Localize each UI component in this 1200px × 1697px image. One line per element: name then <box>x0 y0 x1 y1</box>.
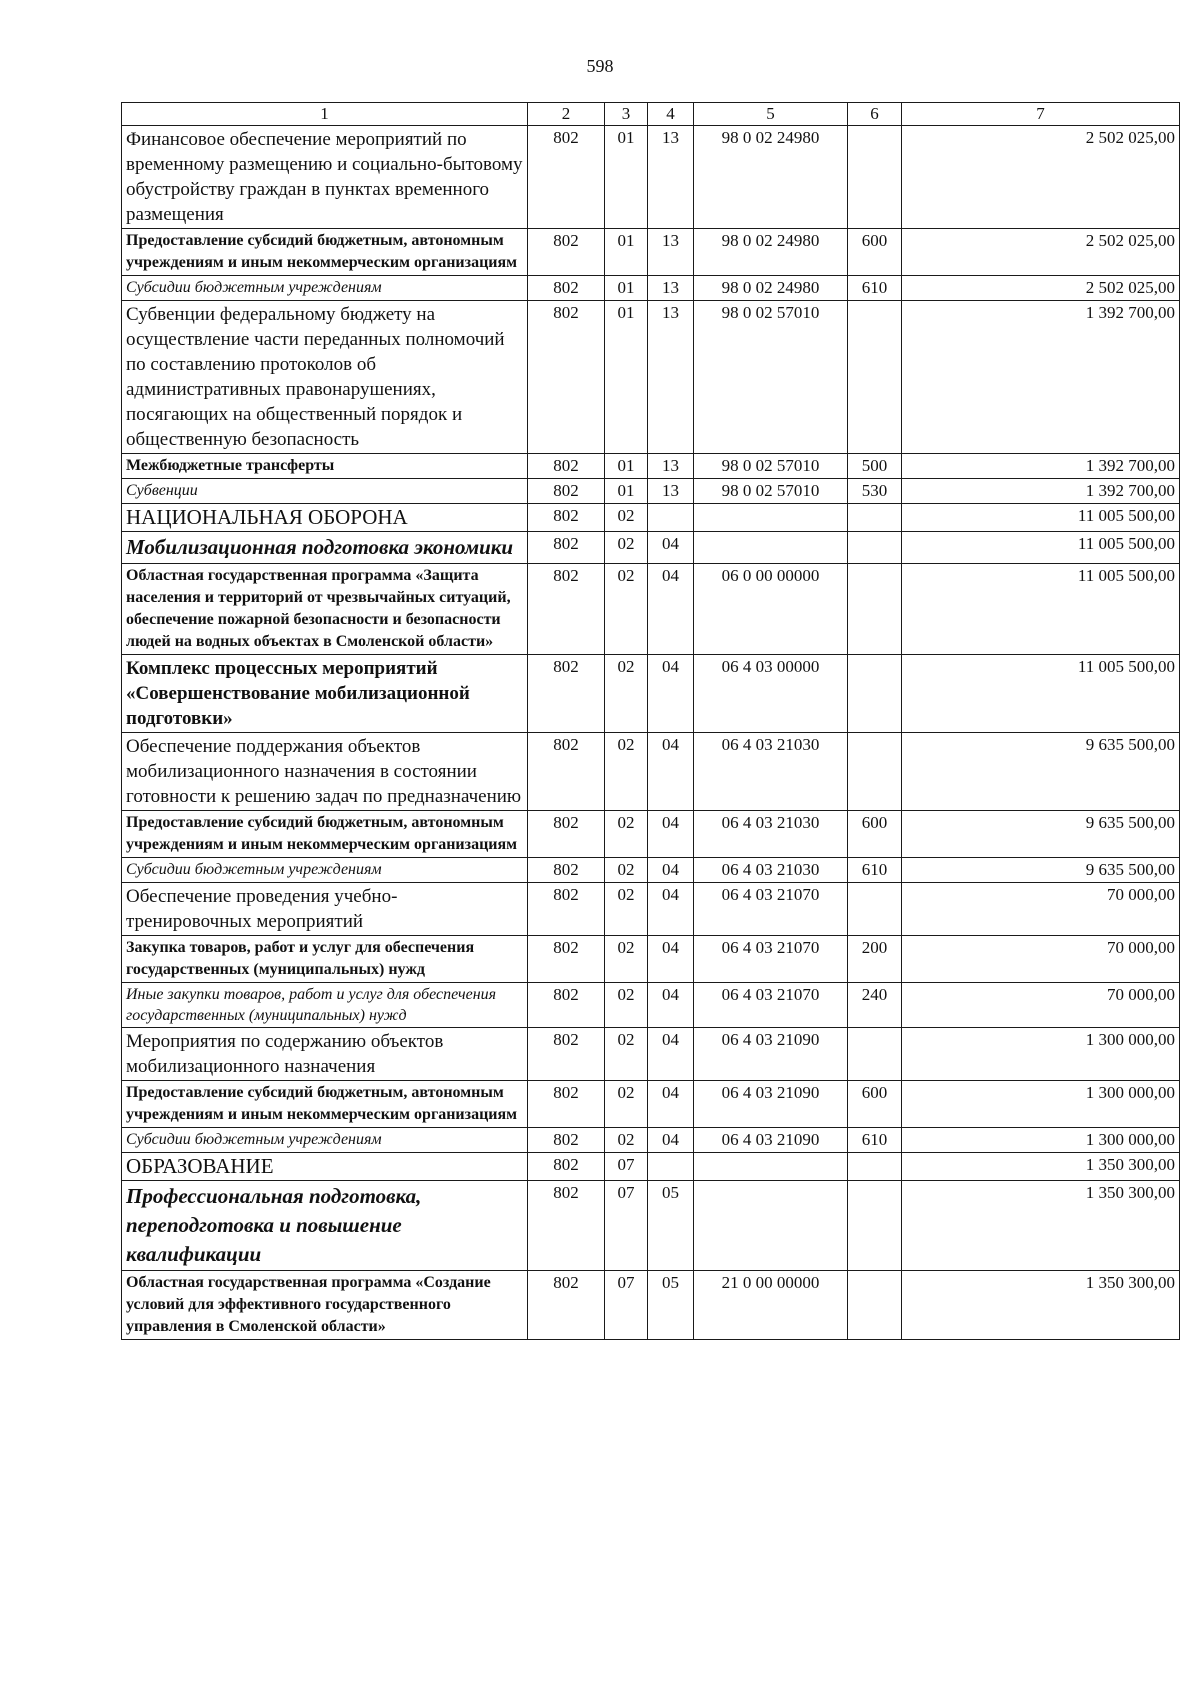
row-section-cell: 02 <box>605 504 648 532</box>
table-row <box>122 532 1180 564</box>
row-section-cell: 01 <box>605 301 648 454</box>
row-section-cell: 02 <box>605 733 648 811</box>
row-code-cell: 802 <box>528 983 605 1028</box>
row-target-article-cell: 06 4 03 00000 <box>694 655 848 733</box>
row-target-article-cell <box>694 1181 848 1271</box>
table-row <box>122 1271 1180 1340</box>
row-expense-type-cell: 500 <box>848 454 902 479</box>
row-code-cell: 802 <box>528 733 605 811</box>
row-subsection-cell <box>648 504 694 532</box>
row-expense-type-cell <box>848 1153 902 1181</box>
table-row <box>122 858 1180 883</box>
row-name-cell: Областная государственная программа «Защита населения и территорий от чрезвычайных ситуаций, обеспечение пожарной безопасности и безопасности людей на водных объектах в Смоленской области» <box>122 564 528 655</box>
row-amount-cell: 1 300 000,00 <box>902 1028 1180 1081</box>
row-name-cell: Субсидии бюджетным учреждениям <box>122 276 528 301</box>
row-subsection-cell: 13 <box>648 454 694 479</box>
row-expense-type-cell <box>848 564 902 655</box>
table-row <box>122 1081 1180 1128</box>
row-target-article-cell: 98 0 02 24980 <box>694 126 848 229</box>
row-expense-type-cell: 610 <box>848 858 902 883</box>
row-code-cell: 802 <box>528 936 605 983</box>
row-amount-cell: 1 300 000,00 <box>902 1128 1180 1153</box>
row-section-cell: 02 <box>605 858 648 883</box>
row-amount-cell: 1 350 300,00 <box>902 1181 1180 1271</box>
row-subsection-cell: 04 <box>648 1081 694 1128</box>
row-expense-type-cell: 600 <box>848 1081 902 1128</box>
row-target-article-cell: 06 0 00 00000 <box>694 564 848 655</box>
row-name-cell: Предоставление субсидий бюджетным, автономным учреждениям и иным некоммерческим организациям <box>122 229 528 276</box>
table-row <box>122 229 1180 276</box>
row-target-article-cell: 06 4 03 21030 <box>694 811 848 858</box>
row-subsection-cell: 13 <box>648 479 694 504</box>
row-section-cell: 07 <box>605 1181 648 1271</box>
row-name-cell: Комплекс процессных мероприятий «Совершенствование мобилизационной подготовки» <box>122 655 528 733</box>
row-code-cell: 802 <box>528 1153 605 1181</box>
row-amount-cell: 2 502 025,00 <box>902 229 1180 276</box>
row-amount-cell: 11 005 500,00 <box>902 504 1180 532</box>
table-header-row <box>122 103 1180 126</box>
row-subsection-cell: 04 <box>648 983 694 1028</box>
row-expense-type-cell <box>848 1271 902 1340</box>
table-row <box>122 883 1180 936</box>
column-header-2: 2 <box>528 103 605 126</box>
row-section-cell: 02 <box>605 655 648 733</box>
row-subsection-cell: 04 <box>648 811 694 858</box>
row-expense-type-cell: 600 <box>848 229 902 276</box>
row-amount-cell: 70 000,00 <box>902 983 1180 1028</box>
row-expense-type-cell <box>848 504 902 532</box>
row-target-article-cell: 98 0 02 57010 <box>694 301 848 454</box>
table-row <box>122 811 1180 858</box>
row-section-cell: 01 <box>605 276 648 301</box>
table-row <box>122 301 1180 454</box>
row-subsection-cell: 04 <box>648 883 694 936</box>
row-amount-cell: 2 502 025,00 <box>902 276 1180 301</box>
row-target-article-cell: 06 4 03 21030 <box>694 858 848 883</box>
table-row <box>122 1028 1180 1081</box>
row-subsection-cell: 04 <box>648 532 694 564</box>
row-amount-cell: 1 392 700,00 <box>902 301 1180 454</box>
row-section-cell: 02 <box>605 564 648 655</box>
row-target-article-cell: 06 4 03 21030 <box>694 733 848 811</box>
row-name-cell: Мобилизационная подготовка экономики <box>122 532 528 564</box>
table-row <box>122 479 1180 504</box>
row-expense-type-cell <box>848 1181 902 1271</box>
table-row <box>122 733 1180 811</box>
row-target-article-cell: 06 4 03 21070 <box>694 936 848 983</box>
row-subsection-cell: 04 <box>648 1028 694 1081</box>
table-body <box>122 103 1180 1340</box>
row-name-cell: НАЦИОНАЛЬНАЯ ОБОРОНА <box>122 504 528 532</box>
row-expense-type-cell <box>848 532 902 564</box>
row-target-article-cell <box>694 504 848 532</box>
row-subsection-cell: 04 <box>648 733 694 811</box>
row-section-cell: 02 <box>605 883 648 936</box>
row-code-cell: 802 <box>528 229 605 276</box>
row-amount-cell: 1 392 700,00 <box>902 454 1180 479</box>
table-row <box>122 1181 1180 1271</box>
row-target-article-cell: 06 4 03 21090 <box>694 1128 848 1153</box>
row-amount-cell: 11 005 500,00 <box>902 655 1180 733</box>
row-target-article-cell: 21 0 00 00000 <box>694 1271 848 1340</box>
row-expense-type-cell <box>848 1028 902 1081</box>
row-subsection-cell: 05 <box>648 1271 694 1340</box>
row-target-article-cell: 06 4 03 21090 <box>694 1028 848 1081</box>
row-section-cell: 02 <box>605 532 648 564</box>
row-name-cell: Субсидии бюджетным учреждениям <box>122 858 528 883</box>
row-expense-type-cell <box>848 126 902 229</box>
row-subsection-cell: 04 <box>648 936 694 983</box>
table-row <box>122 454 1180 479</box>
row-amount-cell: 70 000,00 <box>902 936 1180 983</box>
row-code-cell: 802 <box>528 479 605 504</box>
row-subsection-cell: 13 <box>648 126 694 229</box>
row-code-cell: 802 <box>528 454 605 479</box>
row-code-cell: 802 <box>528 811 605 858</box>
row-amount-cell: 1 392 700,00 <box>902 479 1180 504</box>
row-amount-cell: 9 635 500,00 <box>902 811 1180 858</box>
row-code-cell: 802 <box>528 564 605 655</box>
row-expense-type-cell: 200 <box>848 936 902 983</box>
table-row <box>122 126 1180 229</box>
row-code-cell: 802 <box>528 1128 605 1153</box>
column-header-4: 4 <box>648 103 694 126</box>
row-name-cell: Субвенции <box>122 479 528 504</box>
table-row <box>122 564 1180 655</box>
row-expense-type-cell <box>848 301 902 454</box>
row-name-cell: Профессиональная подготовка, переподготовка и повышение квалификации <box>122 1181 528 1271</box>
row-subsection-cell: 04 <box>648 858 694 883</box>
row-target-article-cell: 06 4 03 21070 <box>694 883 848 936</box>
row-name-cell: Областная государственная программа «Создание условий для эффективного государственного управления в Смоленской области» <box>122 1271 528 1340</box>
row-name-cell: Обеспечение проведения учебно-тренировочных мероприятий <box>122 883 528 936</box>
row-code-cell: 802 <box>528 858 605 883</box>
row-expense-type-cell <box>848 883 902 936</box>
row-subsection-cell: 04 <box>648 655 694 733</box>
row-name-cell: Мероприятия по содержанию объектов мобилизационного назначения <box>122 1028 528 1081</box>
row-section-cell: 07 <box>605 1271 648 1340</box>
row-section-cell: 07 <box>605 1153 648 1181</box>
row-code-cell: 802 <box>528 655 605 733</box>
column-header-3: 3 <box>605 103 648 126</box>
row-target-article-cell: 98 0 02 57010 <box>694 454 848 479</box>
column-header-1: 1 <box>122 103 528 126</box>
row-amount-cell: 70 000,00 <box>902 883 1180 936</box>
row-amount-cell: 9 635 500,00 <box>902 733 1180 811</box>
row-amount-cell: 11 005 500,00 <box>902 532 1180 564</box>
row-name-cell: ОБРАЗОВАНИЕ <box>122 1153 528 1181</box>
row-subsection-cell <box>648 1153 694 1181</box>
column-header-7: 7 <box>902 103 1180 126</box>
row-expense-type-cell: 610 <box>848 276 902 301</box>
row-expense-type-cell <box>848 655 902 733</box>
column-header-5: 5 <box>694 103 848 126</box>
row-name-cell: Субвенции федеральному бюджету на осуществление части переданных полномочий по составлению протоколов об административных правонарушениях, посягающих на общественный порядок и общественную безопасность <box>122 301 528 454</box>
row-subsection-cell: 13 <box>648 301 694 454</box>
row-expense-type-cell <box>848 733 902 811</box>
row-section-cell: 02 <box>605 811 648 858</box>
row-expense-type-cell: 240 <box>848 983 902 1028</box>
row-amount-cell: 11 005 500,00 <box>902 564 1180 655</box>
row-section-cell: 02 <box>605 1028 648 1081</box>
row-code-cell: 802 <box>528 1181 605 1271</box>
row-target-article-cell: 98 0 02 57010 <box>694 479 848 504</box>
row-amount-cell: 9 635 500,00 <box>902 858 1180 883</box>
row-amount-cell: 1 300 000,00 <box>902 1081 1180 1128</box>
row-subsection-cell: 13 <box>648 229 694 276</box>
row-amount-cell: 2 502 025,00 <box>902 126 1180 229</box>
table-row <box>122 276 1180 301</box>
row-target-article-cell: 06 4 03 21070 <box>694 983 848 1028</box>
row-name-cell: Иные закупки товаров, работ и услуг для обеспечения государственных (муниципальных) нужд <box>122 983 528 1028</box>
row-name-cell: Обеспечение поддержания объектов мобилизационного назначения в состоянии готовности к решению задач по предназначению <box>122 733 528 811</box>
row-name-cell: Межбюджетные трансферты <box>122 454 528 479</box>
row-subsection-cell: 05 <box>648 1181 694 1271</box>
row-section-cell: 02 <box>605 936 648 983</box>
row-name-cell: Закупка товаров, работ и услуг для обеспечения государственных (муниципальных) нужд <box>122 936 528 983</box>
row-name-cell: Финансовое обеспечение мероприятий по временному размещению и социально-бытовому обустройству граждан в пунктах временного размещения <box>122 126 528 229</box>
row-expense-type-cell: 530 <box>848 479 902 504</box>
row-section-cell: 01 <box>605 126 648 229</box>
row-amount-cell: 1 350 300,00 <box>902 1271 1180 1340</box>
page-number: 598 <box>586 56 614 76</box>
row-code-cell: 802 <box>528 1081 605 1128</box>
row-section-cell: 01 <box>605 454 648 479</box>
table-row <box>122 504 1180 532</box>
row-target-article-cell <box>694 532 848 564</box>
row-target-article-cell <box>694 1153 848 1181</box>
row-code-cell: 802 <box>528 276 605 301</box>
table-row <box>122 936 1180 983</box>
row-code-cell: 802 <box>528 126 605 229</box>
row-section-cell: 02 <box>605 1128 648 1153</box>
table-row <box>122 983 1180 1028</box>
row-name-cell: Предоставление субсидий бюджетным, автономным учреждениям и иным некоммерческим организациям <box>122 811 528 858</box>
row-name-cell: Предоставление субсидий бюджетным, автономным учреждениям и иным некоммерческим организациям <box>122 1081 528 1128</box>
row-expense-type-cell: 610 <box>848 1128 902 1153</box>
table-row <box>122 1153 1180 1181</box>
row-code-cell: 802 <box>528 532 605 564</box>
row-name-cell: Субсидии бюджетным учреждениям <box>122 1128 528 1153</box>
row-subsection-cell: 04 <box>648 1128 694 1153</box>
row-code-cell: 802 <box>528 504 605 532</box>
row-subsection-cell: 04 <box>648 564 694 655</box>
row-section-cell: 02 <box>605 1081 648 1128</box>
row-target-article-cell: 98 0 02 24980 <box>694 276 848 301</box>
row-section-cell: 02 <box>605 983 648 1028</box>
row-code-cell: 802 <box>528 1271 605 1340</box>
row-target-article-cell: 98 0 02 24980 <box>694 229 848 276</box>
row-section-cell: 01 <box>605 479 648 504</box>
row-code-cell: 802 <box>528 301 605 454</box>
row-subsection-cell: 13 <box>648 276 694 301</box>
budget-table <box>121 102 1180 1340</box>
row-section-cell: 01 <box>605 229 648 276</box>
row-amount-cell: 1 350 300,00 <box>902 1153 1180 1181</box>
row-code-cell: 802 <box>528 1028 605 1081</box>
row-code-cell: 802 <box>528 883 605 936</box>
column-header-6: 6 <box>848 103 902 126</box>
table-row <box>122 1128 1180 1153</box>
table-row <box>122 655 1180 733</box>
row-target-article-cell: 06 4 03 21090 <box>694 1081 848 1128</box>
row-expense-type-cell: 600 <box>848 811 902 858</box>
